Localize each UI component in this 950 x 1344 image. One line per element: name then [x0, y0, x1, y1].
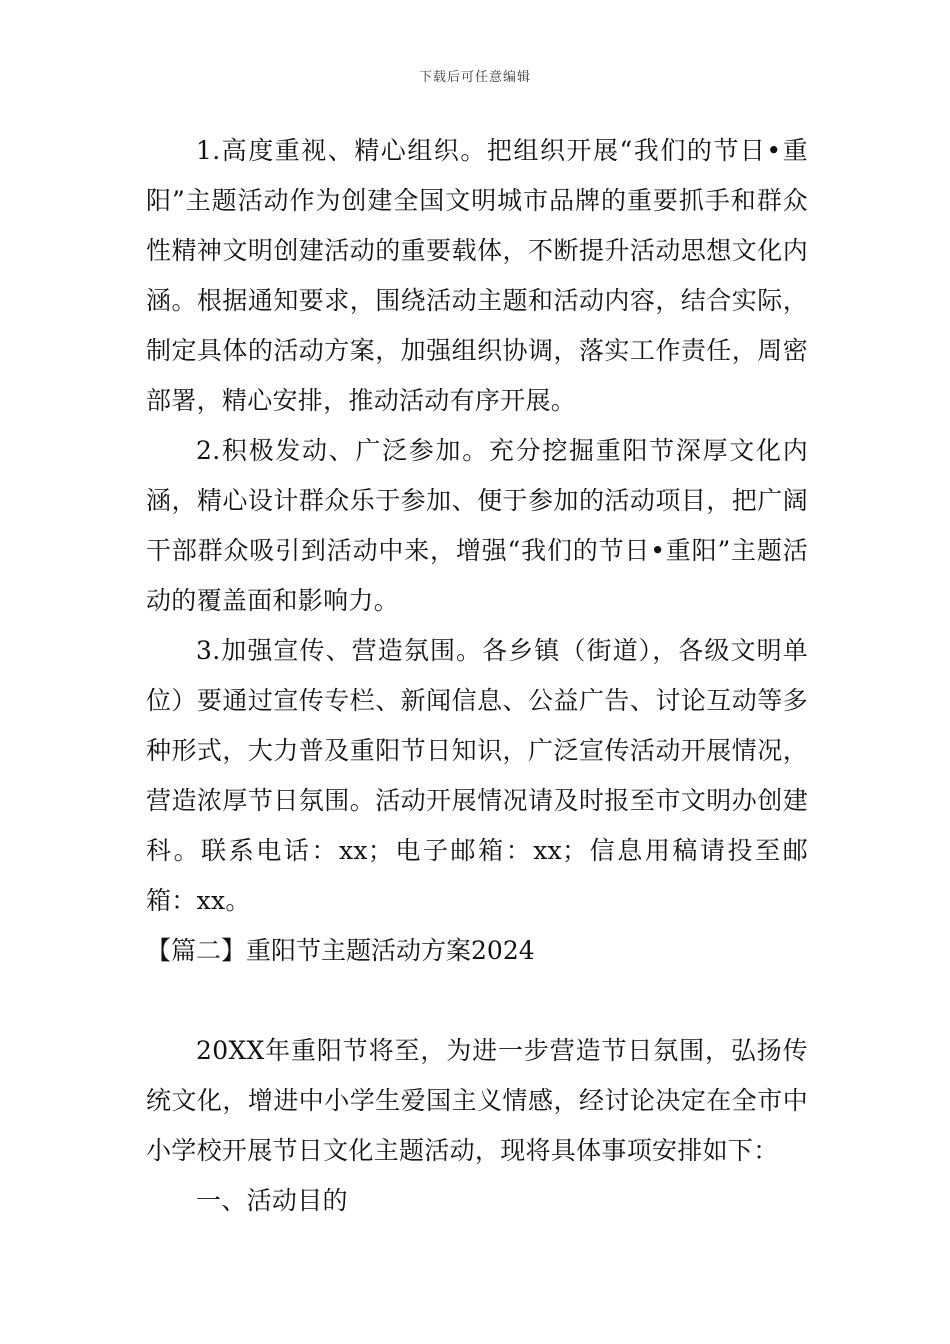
- document-body: [146, 126, 808, 1226]
- sub-heading: 一、活动目的: [196, 1186, 348, 1215]
- header-note: 下载后可任意编辑: [418, 70, 531, 85]
- section-heading: 【篇二】重阳节主题活动方案2024: [146, 936, 535, 965]
- blank-line: [146, 976, 808, 1026]
- paragraph-4: 20XX年重阳节将至，为进一步营造节日氛围，弘扬传统文化，增进中小学生爱国主义情感，经讨论决定在全市中小学校开展节日文化主题活动，现将具体事项安排如下：: [146, 1036, 808, 1165]
- paragraph-3: 3.加强宣传、营造氛围。各乡镇（街道），各级文明单位）要通过宣传专栏、新闻信息、公益广告、讨论互动等多种形式，大力普及重阳节日知识，广泛宣传活动开展情况，营造浓厚节日氛围。活动开展情况请及时报至市文明办创建科。联系电话：xx；电子邮箱：xx；信息用稿请投至邮箱：xx。: [146, 636, 808, 915]
- paragraph-1: 1.高度重视、精心组织。把组织开展“我们的节日•重阳”主题活动作为创建全国文明城市品牌的重要抓手和群众性精神文明创建活动的重要载体，不断提升活动思想文化内涵。根据通知要求，围绕活动主题和活动内容，结合实际，制定具体的活动方案，加强组织协调，落实工作责任，周密部署，精心安排，推动活动有序开展。: [146, 136, 808, 415]
- paragraph-2: 2.积极发动、广泛参加。充分挖掘重阳节深厚文化内涵，精心设计群众乐于参加、便于参加的活动项目，把广阔干部群众吸引到活动中来，增强“我们的节日•重阳”主题活动的覆盖面和影响力。: [146, 436, 808, 615]
